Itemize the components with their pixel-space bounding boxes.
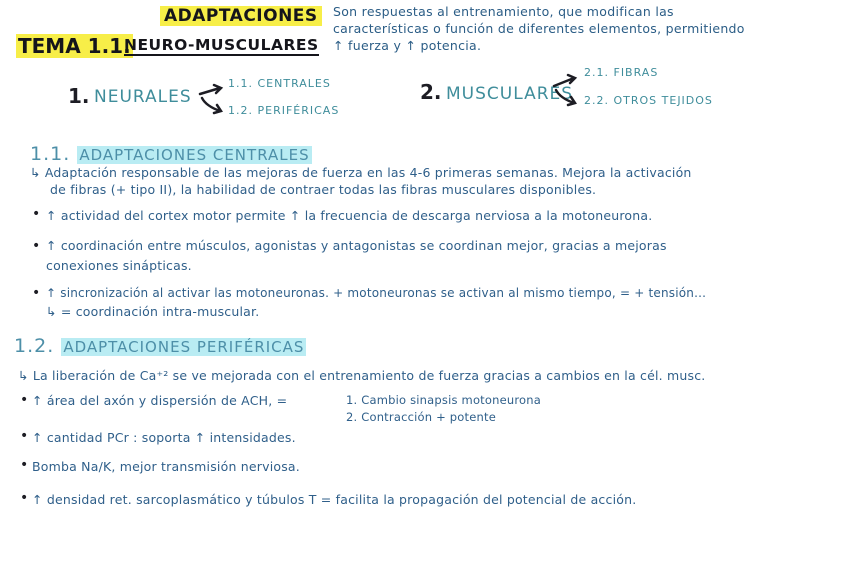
title-neuromusculares-text: NEURO-MUSCULARES	[124, 36, 319, 54]
tema-label-text: TEMA 1.1.	[18, 34, 131, 58]
bullet-dot: •	[32, 285, 41, 301]
centrales-intro-line-2: de fibras (+ tipo II), la habilidad de contraer todas las fibras musculares disponibles.	[50, 182, 597, 197]
centrales-intro-line-1: ↳ Adaptación responsable de las mejoras de fuerza en las 4-6 primeras semanas. Mejora la activación	[30, 165, 692, 180]
definition-line-3: ↑ fuerza y ↑ potencia.	[333, 38, 482, 53]
perifericas-intro: ↳ La liberación de Ca⁺² se ve mejorada con el entrenamiento de fuerza gracias a cambios en la cél. musc.	[18, 368, 706, 383]
bullet-dot: •	[20, 392, 29, 408]
perifericas-bullet-1-item-2: 2. Contracción + potente	[346, 410, 496, 424]
title-adaptaciones-text: ADAPTACIONES	[160, 6, 322, 26]
overview-centrales: 1.1. CENTRALES	[228, 77, 331, 90]
perifericas-bullet-4: ↑ densidad ret. sarcoplasmático y túbulos T = facilita la propagación del potencial de acción.	[32, 492, 637, 507]
section-perifericas-number: 1.2.	[14, 335, 55, 357]
section-perifericas-heading	[14, 335, 306, 357]
section-centrales-title: ADAPTACIONES CENTRALES	[79, 146, 310, 164]
branch-arrow-musculares-icon	[552, 74, 580, 108]
perifericas-bullet-1-item-1: 1. Cambio sinapsis motoneurona	[346, 393, 542, 407]
definition-line-1: Son respuestas al entrenamiento, que modifican las	[333, 4, 674, 19]
centrales-bullet-2-line-2: conexiones sinápticas.	[46, 258, 192, 273]
overview-perifericas: 1.2. PERIFÉRICAS	[228, 104, 340, 117]
centrales-bullet-3-line-1: ↑ sincronización al activar las motoneuronas. + motoneuronas se activan al mismo tiempo, = + tensión...	[46, 286, 707, 300]
section-centrales-heading	[30, 143, 312, 165]
tema-label	[16, 34, 133, 58]
perifericas-bullet-1: ↑ área del axón y dispersión de ACH, =	[32, 393, 288, 408]
title-adaptaciones	[160, 6, 322, 26]
section-perifericas-title: ADAPTACIONES PERIFÉRICAS	[63, 338, 305, 356]
bullet-dot: •	[32, 238, 41, 254]
section-centrales-number: 1.1.	[30, 143, 71, 165]
perifericas-bullet-2: ↑ cantidad PCr : soporta ↑ intensidades.	[32, 430, 296, 445]
overview-otros-tejidos: 2.2. OTROS TEJIDOS	[584, 94, 713, 107]
overview-number-1: 1.	[68, 84, 90, 108]
overview-fibras: 2.1. FIBRAS	[584, 66, 659, 79]
centrales-bullet-2-line-1: ↑ coordinación entre músculos, agonistas y antagonistas se coordinan mejor, gracias a mejoras	[46, 238, 667, 253]
bullet-dot: •	[32, 206, 41, 222]
overview-number-2: 2.	[420, 80, 442, 104]
bullet-dot: •	[20, 457, 29, 473]
definition-line-2: características o función de diferentes elementos, permitiendo	[333, 21, 745, 36]
overview-neurales: NEURALES	[94, 87, 192, 107]
centrales-bullet-3-line-2: ↳ = coordinación intra-muscular.	[46, 304, 260, 319]
title-neuromusculares	[124, 36, 319, 56]
overview-musculares: MUSCULARES	[446, 84, 574, 104]
centrales-bullet-1: ↑ actividad del cortex motor permite ↑ la frecuencia de descarga nerviosa a la motoneurona.	[46, 208, 653, 223]
perifericas-bullet-3: Bomba Na/K, mejor transmisión nerviosa.	[32, 459, 300, 474]
bullet-dot: •	[20, 428, 29, 444]
branch-arrow-neurales-icon	[198, 84, 226, 116]
bullet-dot: •	[20, 490, 29, 506]
